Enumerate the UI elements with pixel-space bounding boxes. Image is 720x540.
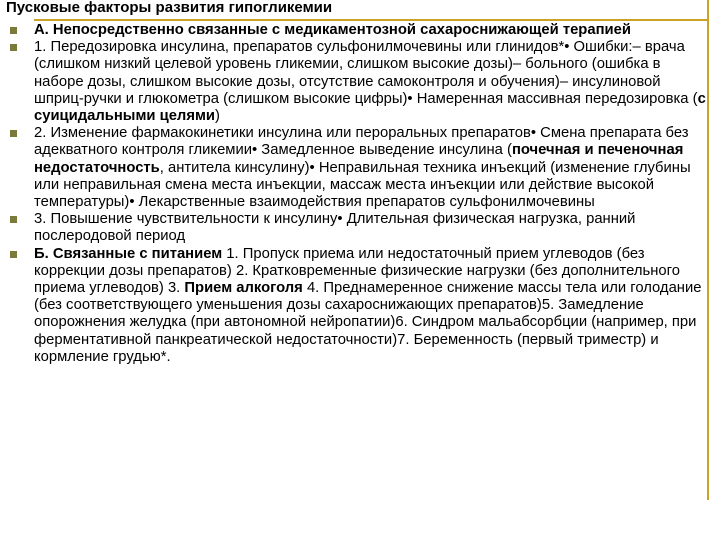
text-segment: 1. Передозировка инсулина, препаратов сульфонилмочевины или глинидов*• Ошибки:– врача (слишком низкий целевой уровень гликемии, слишком высокие дозы)– больного (ошибка в наборе дозы, слишком высокие дозы, отсутствие самоконтроля и обучения)– инсулиновой шприц-ручки и глюкометра (слишком высокие цифры)• Намеренная массивная передозировка ( xyxy=(34,39,698,107)
decorative-horizontal-rule xyxy=(34,19,709,21)
bold-text-segment: Б. Связанные с питанием xyxy=(34,245,223,262)
bullet-text xyxy=(34,125,691,210)
bullet-text xyxy=(34,22,631,38)
text-segment: 3. Повышение чувствительности к инсулину• Длительная физическая нагрузка, ранний послеродовой период xyxy=(34,211,636,245)
text-segment: 2. Изменение фармакокинетики инсулина или пероральных препаратов• Смена препарата без адекватного контроля гликемии• Замедленное выведение инсулина ( xyxy=(34,125,689,159)
bullet-item xyxy=(10,22,710,39)
text-segment: , антитела кинсулину)• Неправильная техника инъекций (изменение глубины или неправильная смена места инъекции, массаж места инъекции или действие высокой температуры)• Лекарственные взаимодействия препаратов сульфонилмочевины xyxy=(34,159,691,211)
text-segment: 4. Преднамеренное снижение массы тела или голодание (без соответствующего уменьшения дозы сахароснижающих препаратов)5. Замедление опорожнения желудка (при автономной нейропатии)6. Синдром мальабсорбции (например, при ферментативной панкреатической недостаточности)7. Беременность (первый триместр) и кормление грудью*. xyxy=(34,280,702,365)
bullet-text xyxy=(34,39,706,124)
bold-text-segment: Прием алкоголя xyxy=(184,280,303,297)
bold-text-segment: почечная и печеночная недостаточность xyxy=(34,142,684,176)
bullet-item xyxy=(10,211,710,245)
text-segment: ) xyxy=(215,108,220,125)
bullet-item xyxy=(10,246,710,366)
bold-text-segment: с суицидальными целями xyxy=(34,90,706,125)
square-bullet-icon xyxy=(10,44,17,51)
square-bullet-icon xyxy=(10,130,17,137)
bold-text-segment: А. Непосредственно связанные с медикаментозной сахароснижающей терапией xyxy=(34,22,631,38)
slide-title: Пусковые факторы развития гипогликемии xyxy=(6,0,333,16)
bullet-item xyxy=(10,125,710,211)
bullet-text xyxy=(34,211,635,244)
square-bullet-icon xyxy=(10,216,17,223)
bullet-text xyxy=(34,246,701,365)
bullet-item xyxy=(10,39,710,125)
text-segment: 1. Пропуск приема или недостаточный прием углеводов (без коррекции дозы препаратов) 2. Кратковременные физические нагрузки (без дополнительного приема углеводов) 3. xyxy=(34,245,680,297)
square-bullet-icon xyxy=(10,27,17,34)
square-bullet-icon xyxy=(10,251,17,258)
bullet-list xyxy=(10,22,710,366)
